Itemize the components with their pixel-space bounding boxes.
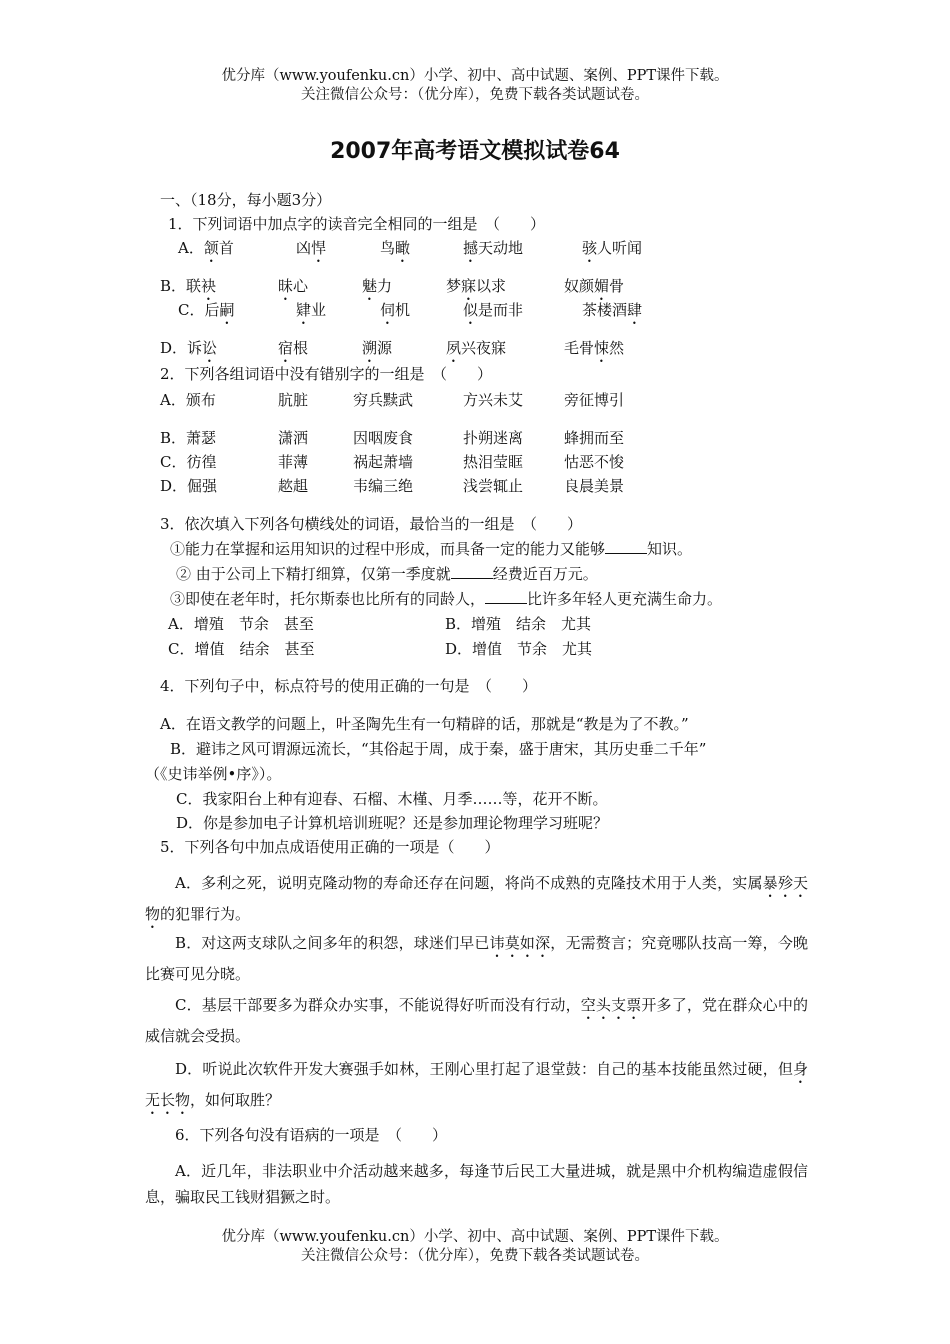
q1-c-word-1: C．后嗣	[178, 301, 235, 319]
q3-sentence-3: ③即使在老年时，托尔斯泰也比所有的同龄人， 比许多年轻人更充满生命力。	[170, 590, 723, 608]
q1-c-word-3: 伺机	[380, 301, 411, 319]
q5-option-c: C．基层干部要多为群众办实事，不能说得好听而没有行动，空头支票开多了，党在群众心中的威信就会受损。	[145, 996, 808, 1045]
q3-sentence-1: ①能力在掌握和运用知识的过程中形成，而具备一定的能力又能够 知识。	[170, 540, 693, 558]
q2-a-word-5: 旁征博引	[564, 391, 625, 409]
q6-stem: 6．下列各句没有语病的一项是 （ ）	[175, 1126, 448, 1144]
q3-option-b: B．增殖 结余 尤其	[445, 615, 592, 633]
q3-stem: 3．依次填入下列各句横线处的词语，最恰当的一组是 （ ）	[160, 515, 583, 533]
q6-option-a: A．近几年，非法职业中介活动越来越多，每逢节后民工大量进城，就是黑中介机构编造虚假信息，骗取民工钱财猖獗之时。	[145, 1162, 808, 1206]
header-line-1: 优分库（www.youfenku.cn）小学、初中、高中试题、案例、PPT课件下载。	[221, 68, 729, 84]
q2-c-word-4: 热泪莹眶	[463, 453, 524, 471]
q2-d-word-5: 良晨美景	[564, 477, 625, 495]
q1-b-word-3: 魅力	[362, 277, 393, 295]
q3-option-c: C．增值 结余 甚至	[168, 640, 315, 658]
q5-option-b: B．对这两支球队之间多年的积怨，球迷们早已讳莫如深，无需赘言；究竟哪队技高一筹，今晚比赛可见分晓。	[145, 934, 808, 983]
q4-option-a: A．在语文教学的问题上，叶圣陶先生有一句精辟的话，那就是“教是为了不教。”	[160, 715, 689, 733]
footer-line-1: 优分库（www.youfenku.cn）小学、初中、高中试题、案例、PPT课件下载。	[221, 1229, 729, 1245]
q1-c-word-2: 肄业	[296, 301, 327, 319]
q2-b-word-1: B．萧瑟	[160, 429, 217, 447]
q5-option-d: D．听说此次软件开发大赛强手如林，王刚心里打起了退堂鼓：自己的基本技能虽然过硬，但身无长物，如何取胜？	[145, 1060, 808, 1109]
q1-stem: 1．下列词语中加点字的读音完全相同的一组是 （ ）	[168, 215, 546, 233]
q1-d-word-2: 宿根	[278, 339, 309, 357]
q2-d-word-2: 趑趄	[278, 477, 309, 495]
q1-d-word-5: 毛骨悚然	[564, 339, 625, 357]
q3-sentence-2: ② 由于公司上下精打细算，仅第一季度就 经费近百万元。	[176, 565, 598, 583]
q3-blank-1	[605, 539, 647, 554]
q5-stem: 5．下列各句中加点成语使用正确的一项是（ ）	[160, 838, 500, 856]
q1-a-word-2: 凶悍	[296, 239, 327, 257]
q2-c-word-1: C．彷徨	[160, 453, 217, 471]
q2-c-word-2: 菲薄	[278, 453, 309, 471]
exam-title: 2007年高考语文模拟试卷64	[330, 139, 620, 164]
header-line-2: 关注微信公众号：（优分库），免费下载各类试题试卷。	[301, 87, 649, 103]
q2-b-word-3: 因咽废食	[353, 429, 414, 447]
q1-a-word-1: A．颔首	[178, 239, 234, 257]
footer-line-2: 关注微信公众号：（优分库），免费下载各类试题试卷。	[301, 1248, 649, 1264]
q1-b-word-1: B．联袂	[160, 277, 217, 295]
q3-option-a: A．增殖 节余 甚至	[168, 615, 314, 633]
q4-option-c: C．我家阳台上种有迎春、石榴、木槿、月季……等，花开不断。	[176, 790, 608, 808]
q4-option-b-line-1: B．避讳之风可谓源远流长，“其俗起于周，成于秦，盛于唐宋，其历史垂二千年”	[170, 740, 707, 758]
q1-a-word-4: 撼天动地	[463, 239, 524, 257]
q2-a-word-4: 方兴未艾	[463, 391, 524, 409]
q3-blank-2	[451, 564, 493, 579]
q4-stem: 4．下列句子中，标点符号的使用正确的一句是 （ ）	[160, 677, 538, 695]
q2-d-word-3: 韦编三绝	[353, 477, 414, 495]
q2-a-word-1: A．颁布	[160, 391, 216, 409]
q2-b-word-4: 扑朔迷离	[463, 429, 524, 447]
q2-d-word-4: 浅尝辄止	[463, 477, 524, 495]
q2-c-word-3: 祸起萧墙	[353, 453, 414, 471]
q2-a-word-3: 穷兵黩武	[353, 391, 414, 409]
section-heading: 一、（18分，每小题3分）	[160, 191, 332, 209]
page-header	[0, 67, 950, 105]
q2-c-word-5: 怙恶不悛	[564, 453, 625, 471]
q3-option-d: D．增值 节余 尤其	[445, 640, 593, 658]
q1-b-word-2: 昧心	[278, 277, 309, 295]
q4-option-b-line-2: （《史讳举例•序》）。	[145, 765, 282, 783]
q3-blank-3	[485, 589, 527, 604]
page-footer	[0, 1228, 950, 1266]
q2-d-word-1: D．倔强	[160, 477, 218, 495]
q5-c-idiom: 空头支票	[580, 996, 642, 1014]
q1-b-word-4: 梦寐以求	[446, 277, 507, 295]
q5-a-idiom: 暴殄天物	[145, 874, 808, 923]
q5-d-idiom: 身无长物	[145, 1060, 808, 1109]
q1-d-word-3: 溯源	[362, 339, 393, 357]
q1-d-word-1: D．诉讼	[160, 339, 218, 357]
q1-c-word-5: 茶楼酒肆	[582, 301, 643, 319]
q2-a-word-2: 肮脏	[278, 391, 309, 409]
q2-b-word-2: 潇洒	[278, 429, 309, 447]
q4-option-d: D．你是参加电子计算机培训班呢？还是参加理论物理学习班呢？	[176, 814, 609, 832]
q5-option-a: A．多利之死，说明克隆动物的寿命还存在问题，将尚不成熟的克隆技术用于人类，实属暴殄天物的犯罪行为。	[145, 874, 808, 923]
q1-d-word-4: 夙兴夜寐	[446, 339, 507, 357]
q1-c-word-4: 似是而非	[463, 301, 524, 319]
q2-stem: 2．下列各组词语中没有错别字的一组是 （ ）	[160, 365, 493, 383]
q1-b-word-5: 奴颜媚骨	[564, 277, 625, 295]
q2-b-word-5: 蜂拥而至	[564, 429, 625, 447]
q5-b-idiom: 讳莫如深	[489, 934, 551, 952]
q1-a-word-5: 骇人听闻	[582, 239, 643, 257]
q1-a-word-3: 鸟瞰	[380, 239, 411, 257]
